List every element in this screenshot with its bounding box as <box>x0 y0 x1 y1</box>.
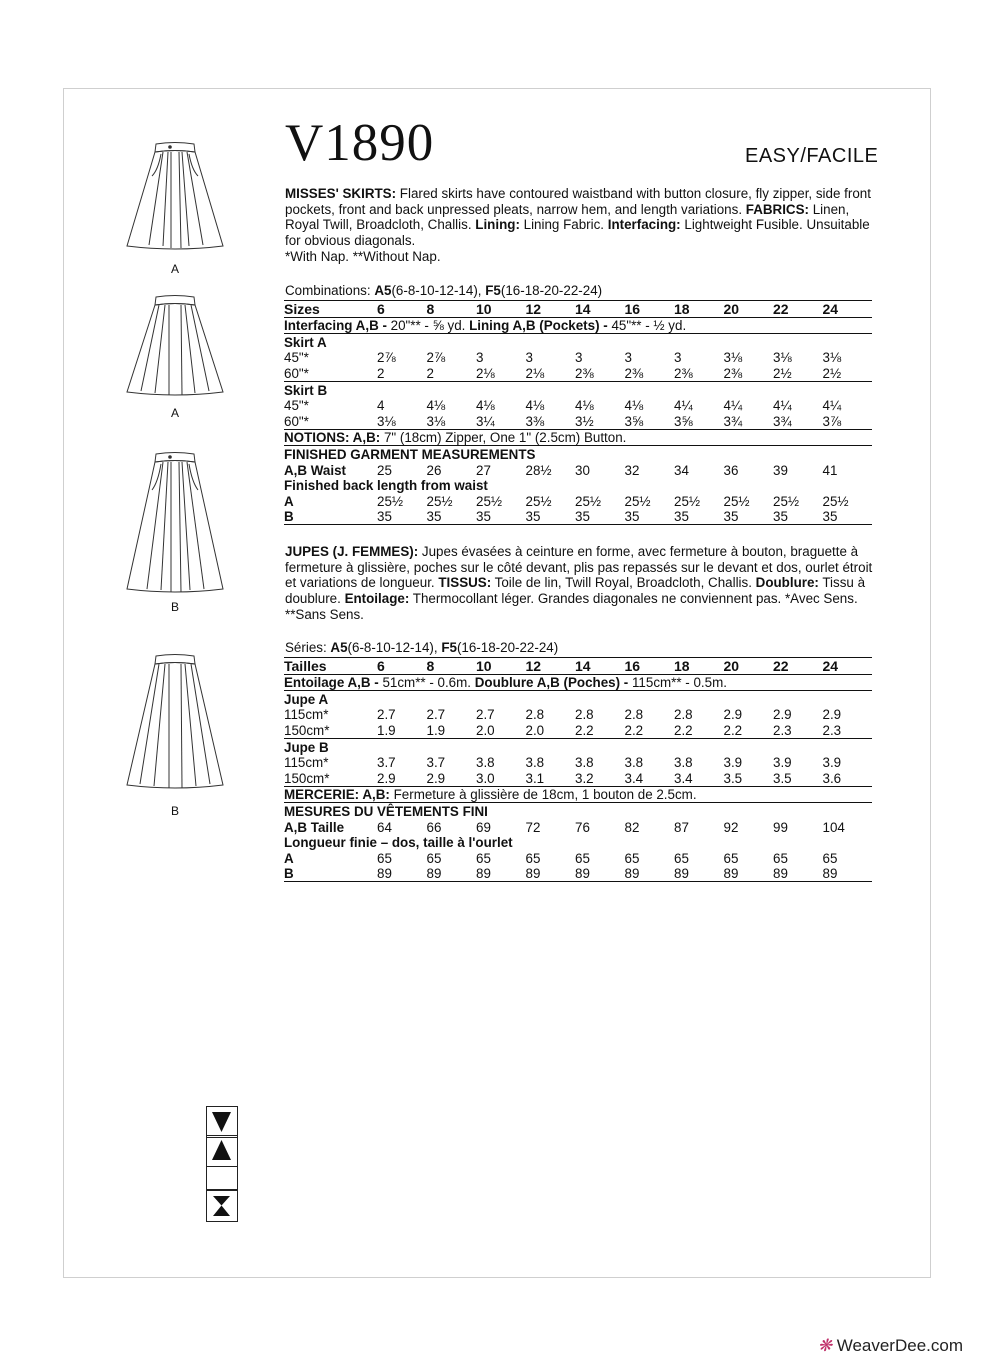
fabric-row: 115cm* 2.7 2.7 2.7 2.8 2.8 2.8 2.8 2.9 2.9 2.9 <box>284 707 842 723</box>
triangle-up-icon <box>206 1135 238 1167</box>
butterfly-icon: ❋ <box>817 1336 832 1355</box>
french-size-chart <box>284 657 872 882</box>
fabric-row: 60"* 2 2 2⅛ 2⅛ 2⅜ 2⅜ 2⅜ 2⅜ 2½ 2½ <box>284 365 842 381</box>
interfacing-row: Interfacing A,B - 20"** - ⅝ yd. Lining A,B (Pockets) - 45"** - ½ yd. <box>284 318 687 334</box>
difficulty-label: EASY/FACILE <box>745 145 879 167</box>
finished-length-a: A 65 65 65 65 65 65 65 65 65 65 <box>284 850 838 866</box>
fabric-group-label: Skirt A <box>284 334 872 350</box>
finished-length-a: A 25½ 25½ 25½ 25½ 25½ 25½ 25½ 25½ 25½ 25½ <box>284 493 849 509</box>
notions-row: NOTIONS: A,B: 7" (18cm) Zipper, One 1" (2.5cm) Button. <box>284 429 872 446</box>
skirt-a-front-sketch <box>125 140 225 255</box>
sketch-caption-2: A <box>171 406 180 420</box>
skirt-a-back-sketch <box>125 293 225 401</box>
sketch-caption-3: B <box>171 600 180 614</box>
desc-title: MISSES' SKIRTS: <box>285 186 397 201</box>
finished-heading: MESURES DU VÊTEMENTS FINI <box>284 803 872 819</box>
english-description: MISSES' SKIRTS: Flared skirts have contoured waistband with button closure, fly zipper, side front pockets, front and back unpressed pleats, narrow hem, and length variations. FABRICS: Linen, Royal Twill, Broadcloth, Challis. Lining: Lining Fabric. Interfacing: Lightweight Fusible. Unsuitable for obvious diagonals. *With Nap. **Without Nap. <box>285 186 871 264</box>
fabric-group-label: Skirt B <box>284 381 872 397</box>
fabric-row: 45"* 2⅞ 2⅞ 3 3 3 3 3 3⅛ 3⅛ 3⅛ <box>284 350 842 366</box>
fabric-row: 150cm* 1.9 1.9 2.0 2.0 2.2 2.2 2.2 2.2 2.3 2.3 <box>284 722 842 738</box>
size-header-row: Sizes 6 8 10 12 14 16 18 20 22 24 <box>284 301 872 318</box>
series-line: Séries: A5(6-8-10-12-14), F5(16-18-20-22-24) <box>285 640 559 655</box>
finished-waist-row: A,B Waist 25 26 27 28½ 30 32 34 36 39 41 <box>284 462 838 478</box>
interfacing-row: Entoilage A,B - 51cm** - 0.6m. Doublure A,B (Poches) - 115cm** - 0.5m. <box>284 675 727 691</box>
fabric-group-label: Jupe A <box>284 691 872 707</box>
finished-waist-row: A,B Taille 64 66 69 72 76 82 87 92 99 104 <box>284 819 845 835</box>
fabric-group-label: Jupe B <box>284 738 872 754</box>
finished-length-heading: Finished back length from waist <box>284 478 488 494</box>
fabric-row: 45"* 4 4⅛ 4⅛ 4⅛ 4⅛ 4⅛ 4¼ 4¼ 4¼ 4¼ <box>284 398 842 414</box>
finished-heading: FINISHED GARMENT MEASUREMENTS <box>284 446 872 462</box>
notions-row: MERCERIE: A,B: Fermeture à glissière de 18cm, 1 bouton de 2.5cm. <box>284 786 872 803</box>
triangle-down-icon <box>206 1106 238 1138</box>
finished-length-b: B 89 89 89 89 89 89 89 89 89 89 <box>284 866 872 882</box>
footer-brand: ❋ WeaverDee.com <box>817 1336 963 1355</box>
blank-symbol-box <box>206 1164 238 1190</box>
sketch-caption-1: A <box>171 262 180 276</box>
size-header-row: Tailles 6 8 10 12 14 16 18 20 22 24 <box>284 658 872 675</box>
fabric-row: 60"* 3⅛ 3⅛ 3¼ 3⅜ 3½ 3⅝ 3⅝ 3¾ 3¾ 3⅞ <box>284 413 842 429</box>
skirt-b-front-sketch <box>125 450 225 598</box>
finished-length-heading: Longueur finie – dos, taille à l'ourlet <box>284 835 513 851</box>
fabric-row: 150cm* 2.9 2.9 3.0 3.1 3.2 3.4 3.4 3.5 3.5 3.6 <box>284 770 842 786</box>
french-description: JUPES (J. FEMMES): Jupes évasées à ceinture en forme, avec fermeture à bouton, braguette à fermeture à glissière, poches sur le côté devant, plis pas repassés sur le devant et dos, ourlet étroit et variations de longueur. TISSUS: Toile de lin, Twill Royal, Broadcloth, Challis. Doublure: Tissu à doublure. Entoilage: Thermocollant léger. Grandes diagonales ne conviennent pas. *Avec Sens. **Sans Sens. <box>285 544 873 622</box>
hourglass-icon <box>206 1190 238 1222</box>
finished-length-b: B 35 35 35 35 35 35 35 35 35 35 <box>284 509 872 525</box>
combinations-line: Combinations: A5(6-8-10-12-14), F5(16-18-20-22-24) <box>285 283 603 298</box>
english-size-chart <box>284 300 872 525</box>
skirt-b-back-sketch <box>125 652 225 794</box>
fabric-row: 115cm* 3.7 3.7 3.8 3.8 3.8 3.8 3.8 3.9 3.9 3.9 <box>284 755 842 771</box>
pattern-number: V1890 <box>285 114 435 172</box>
sketch-caption-4: B <box>171 804 180 818</box>
